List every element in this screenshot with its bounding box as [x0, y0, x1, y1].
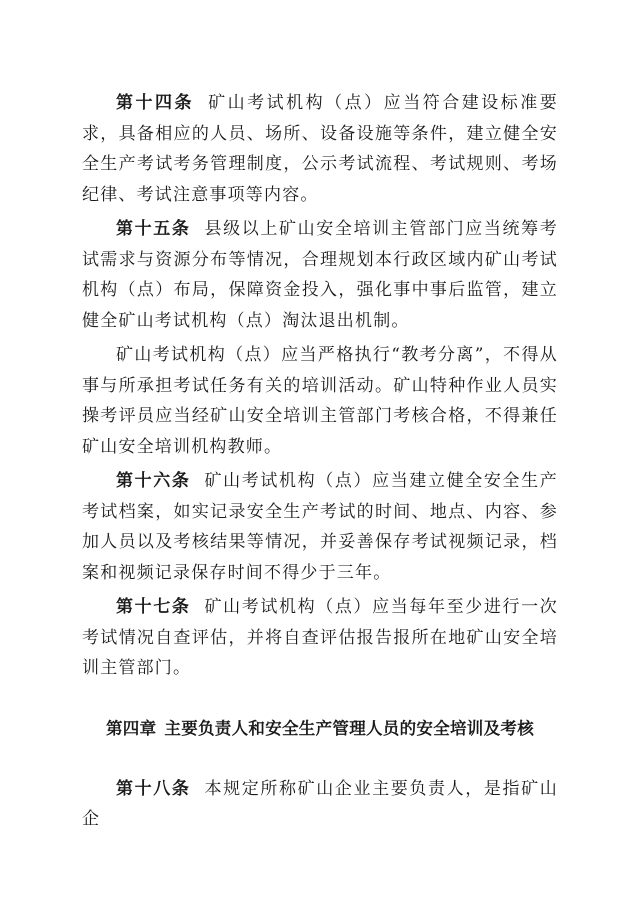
article-number: 第十七条: [116, 597, 191, 617]
chapter-title: 主要负责人和安全生产管理人员的安全培训及考核: [164, 718, 534, 738]
article-text: 矿山考试机构（点）应当符合建设标准要求，具备相应的人员、场所、设备设施等条件，建立健全安全生产考试考务管理制度，公示考试流程、考试规则、考场纪律、考试注意事项等内容。: [82, 93, 558, 205]
article-number: 第十五条: [116, 219, 191, 239]
article-text: 本规定所称矿山企业主要负责人，是指矿山企: [82, 778, 558, 829]
article-15-paragraph-2: [82, 340, 558, 462]
article-17: [82, 592, 558, 684]
article-number: 第十四条: [116, 93, 195, 113]
chapter-number: 第四章: [105, 718, 157, 738]
article-text: 县级以上矿山安全培训主管部门应当统筹考试需求与资源分布等情况，合理规划本行政区域内矿山考试机构（点）布局，保障资金投入，强化事中事后监管，建立健全矿山考试机构（点）淘汰退出机制。: [82, 219, 558, 331]
article-14: [82, 88, 558, 210]
article-number: 第十六条: [116, 471, 191, 491]
article-text: 矿山考试机构（点）应当每年至少进行一次考试情况自查评估，并将自查评估报告报所在地矿山安全培训主管部门。: [82, 597, 558, 678]
article-number: 第十八条: [116, 778, 191, 799]
chapter-heading: [62, 714, 578, 744]
article-text: 矿山考试机构（点）应当建立健全安全生产考试档案，如实记录安全生产考试的时间、地点、内容、参加人员以及考核结果等情况，并妥善保存考试视频记录，档案和视频记录保存时间不得少于三年。: [82, 471, 558, 583]
article-text: 矿山考试机构（点）应当严格执行“教考分离”，不得从事与所承担考试任务有关的培训活动。矿山特种作业人员实操考评员应当经矿山安全培训主管部门考核合格，不得兼任矿山安全培训机构教师。: [82, 345, 558, 457]
article-18: [82, 774, 558, 835]
article-15: [82, 214, 558, 336]
article-16: [82, 466, 558, 588]
